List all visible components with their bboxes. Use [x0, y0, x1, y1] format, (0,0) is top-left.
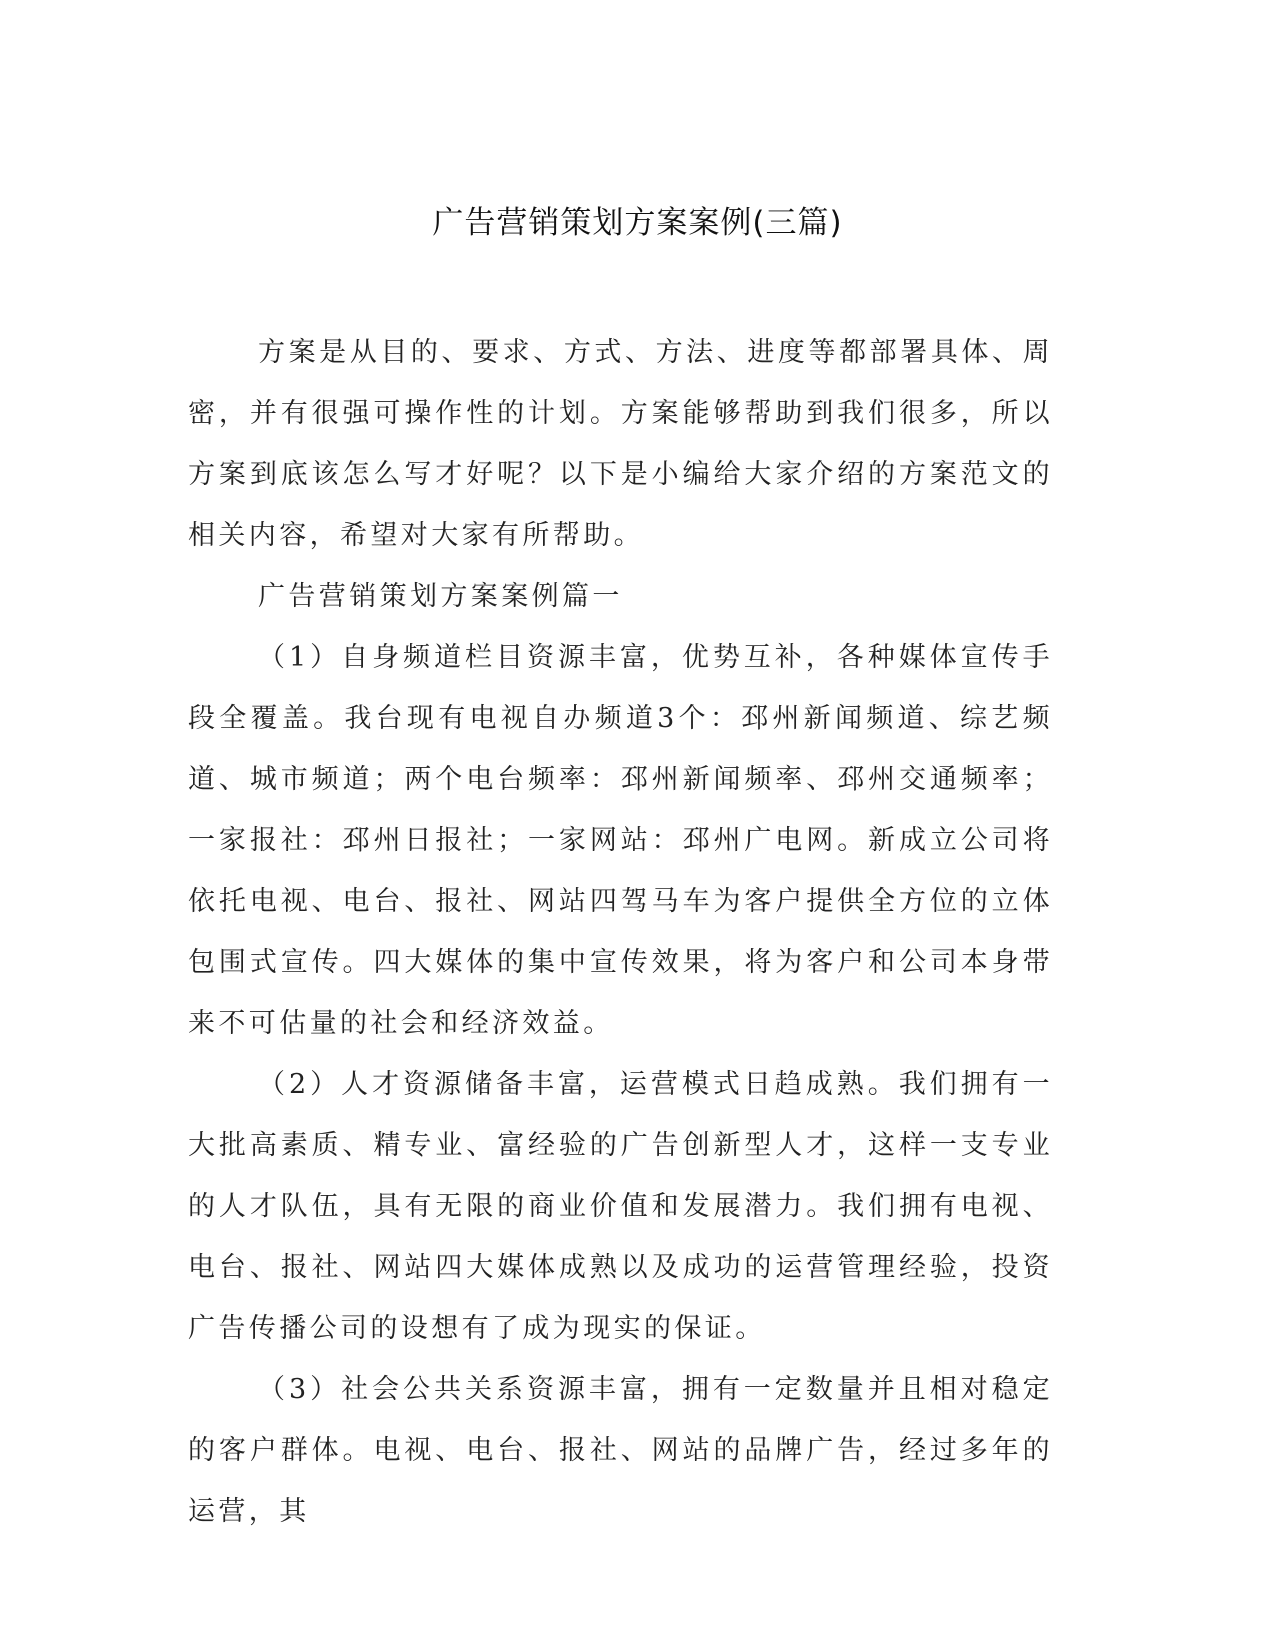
section-heading: 广告营销策划方案案例篇一 — [258, 581, 623, 612]
document-body — [188, 322, 1053, 1542]
body-paragraph-3: （3）社会公共关系资源丰富，拥有一定数量并且相对稳定的客户群体。电视、电台、报社、网站的品牌广告，经过多年的运营，其 — [188, 1374, 1053, 1527]
body-paragraph-2: （2）人才资源储备丰富，运营模式日趋成熟。我们拥有一大批高素质、精专业、富经验的广告创新型人才，这样一支专业的人才队伍，具有无限的商业价值和发展潜力。我们拥有电视、电台、报社、网站四大媒体成熟以及成功的运营管理经验，投资广告传播公司的设想有了成为现实的保证。 — [188, 1069, 1053, 1344]
body-paragraph-1: （1）自身频道栏目资源丰富，优势互补，各种媒体宣传手段全覆盖。我台现有电视自办频道3个：邳州新闻频道、综艺频道、城市频道；两个电台频率：邳州新闻频率、邳州交通频率；一家报社：邳州日报社；一家网站：邳州广电网。新成立公司将依托电视、电台、报社、网站四驾马车为客户提供全方位的立体包围式宣传。四大媒体的集中宣传效果，将为客户和公司本身带来不可估量的社会和经济效益。 — [188, 642, 1053, 1039]
intro-paragraph: 方案是从目的、要求、方式、方法、进度等都部署具体、周密，并有很强可操作性的计划。方案能够帮助到我们很多，所以方案到底该怎么写才好呢？以下是小编给大家介绍的方案范文的相关内容，希望对大家有所帮助。 — [188, 337, 1053, 551]
document-title: 广告营销策划方案案例(三篇) — [432, 205, 843, 241]
